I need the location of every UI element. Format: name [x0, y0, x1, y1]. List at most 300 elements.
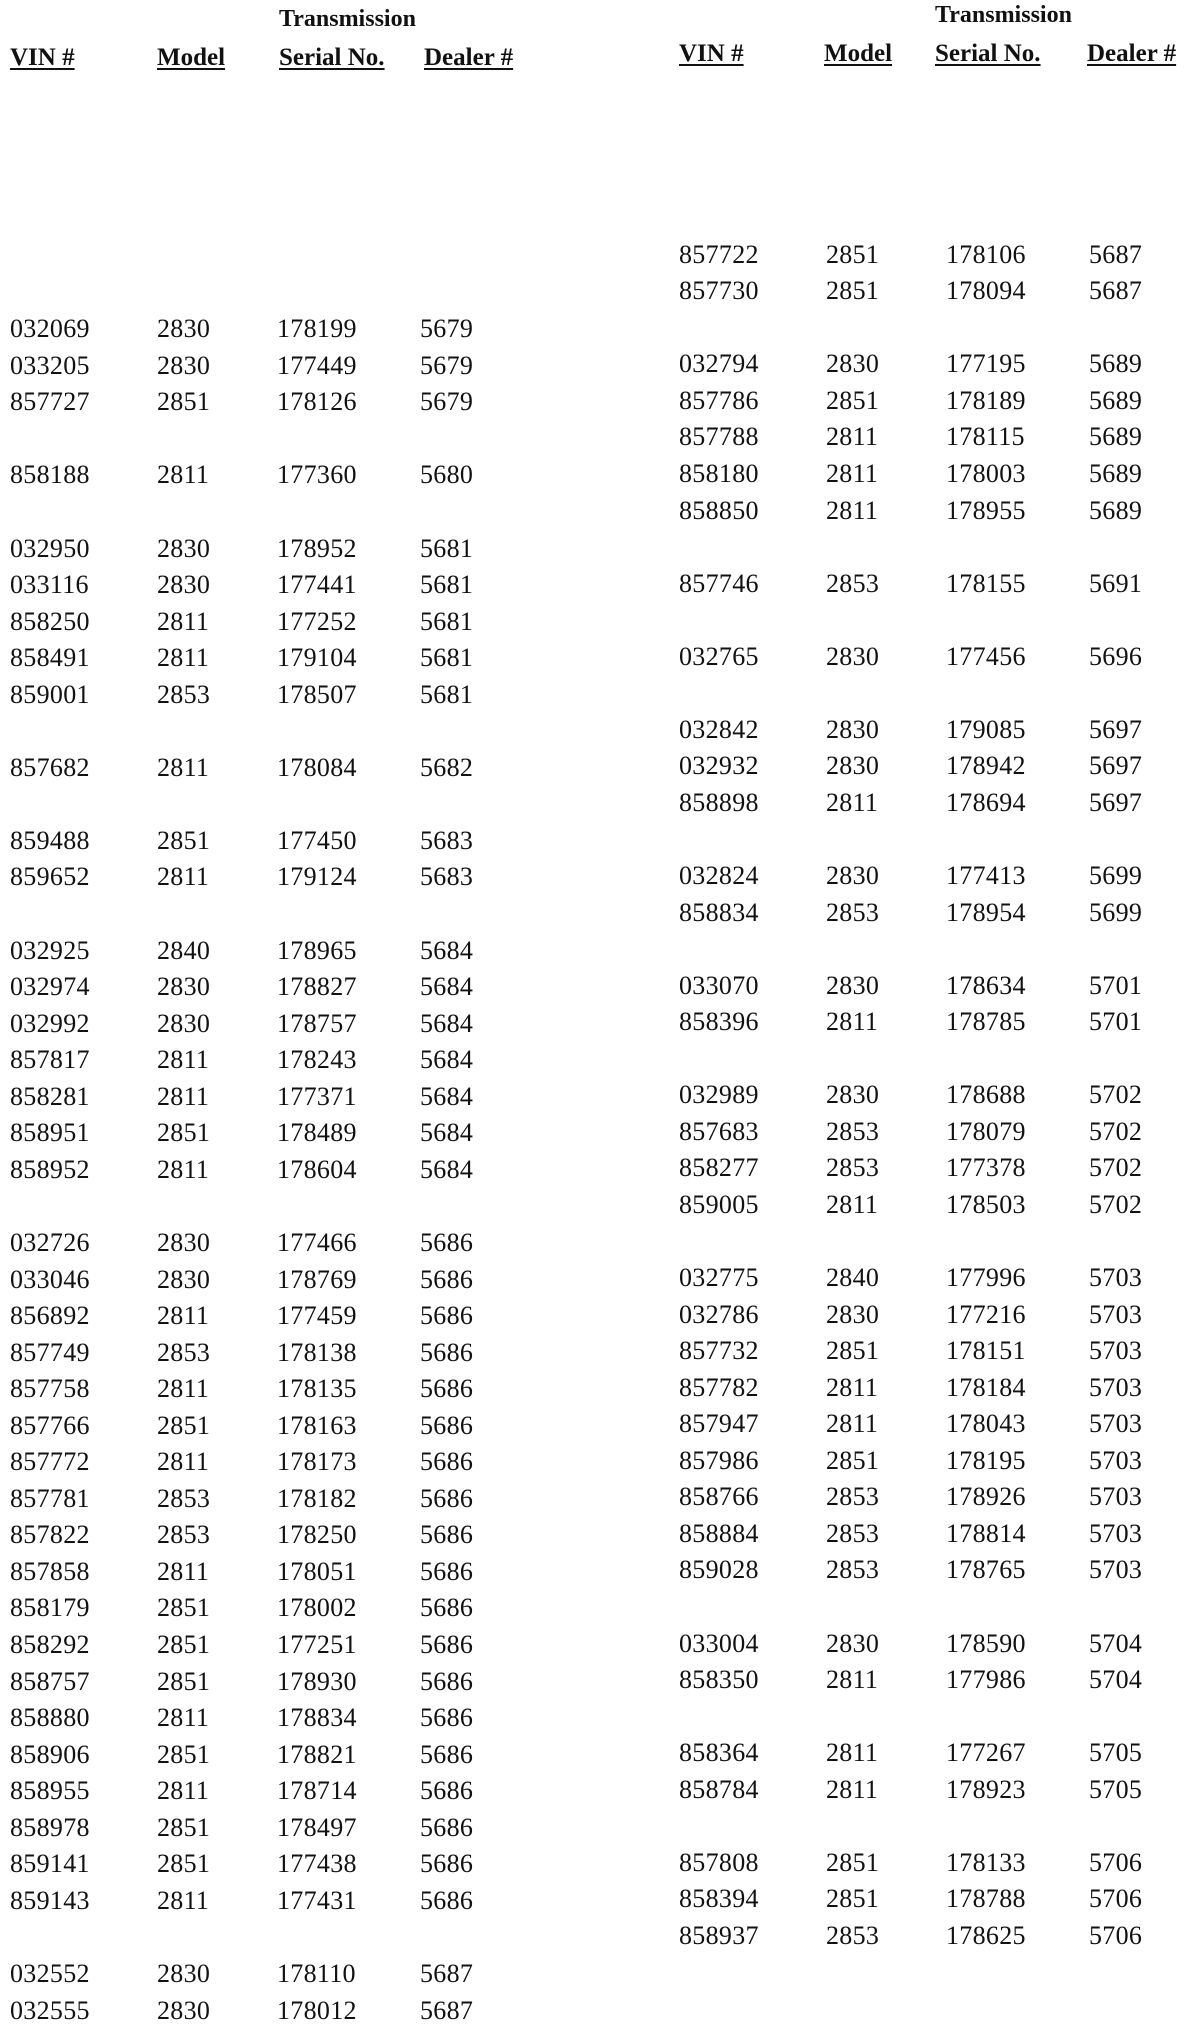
- model-cell: 2830: [826, 1628, 880, 1658]
- table-row: [679, 1629, 1199, 1665]
- table-row: [10, 1484, 530, 1520]
- serial-cell: 177431: [277, 1885, 357, 1915]
- vin-cell: 032069: [10, 314, 90, 344]
- table-row: [679, 349, 1199, 385]
- dealer-cell: 5702: [1089, 1080, 1143, 1110]
- table-row: [679, 1555, 1199, 1591]
- table-row: [10, 753, 530, 789]
- dealer-cell: 5686: [420, 1337, 474, 1367]
- vin-cell: 857786: [679, 385, 759, 415]
- serial-cell: 178151: [946, 1336, 1026, 1366]
- dealer-cell: 5681: [420, 570, 474, 600]
- table-row: [10, 1265, 530, 1301]
- vin-cell: 858784: [679, 1774, 759, 1804]
- model-cell: 2830: [826, 970, 880, 1000]
- model-cell: 2851: [157, 1118, 211, 1148]
- serial-cell: 179085: [946, 714, 1026, 744]
- serial-cell: 178003: [946, 458, 1026, 488]
- vin-cell: 857781: [10, 1483, 90, 1513]
- serial-cell: 178155: [946, 568, 1026, 598]
- dealer-cell: 5686: [420, 1410, 474, 1440]
- serial-cell: 177195: [946, 349, 1026, 379]
- vin-cell: 032786: [679, 1299, 759, 1329]
- right-transmission-header: Transmission: [935, 2, 1072, 28]
- vin-cell: 858292: [10, 1630, 90, 1659]
- serial-cell: 177216: [946, 1299, 1026, 1329]
- dealer-cell: 5702: [1089, 1189, 1143, 1219]
- vin-cell: 032765: [679, 641, 759, 671]
- model-cell: 2853: [826, 1153, 880, 1183]
- dealer-cell: 5684: [420, 1008, 474, 1038]
- serial-cell: 178785: [946, 1007, 1026, 1037]
- model-cell: 2830: [826, 641, 880, 671]
- table-row: [10, 1813, 530, 1849]
- vin-cell: 859141: [10, 1849, 90, 1879]
- serial-cell: 178002: [277, 1593, 357, 1623]
- serial-cell: 177441: [277, 570, 357, 600]
- serial-cell: 178923: [946, 1774, 1026, 1804]
- model-cell: 2811: [157, 752, 210, 782]
- serial-cell: 178955: [946, 495, 1026, 525]
- serial-cell: 178051: [277, 1556, 357, 1586]
- serial-cell: 178084: [277, 752, 357, 782]
- model-cell: 2853: [157, 1520, 211, 1550]
- model-cell: 2851: [157, 1666, 211, 1696]
- dealer-cell: 5699: [1089, 897, 1143, 927]
- vin-cell: 032992: [10, 1008, 90, 1038]
- dealer-cell: 5684: [420, 1081, 474, 1111]
- dealer-cell: 5679: [420, 314, 474, 344]
- serial-cell: 178688: [946, 1080, 1026, 1110]
- serial-cell: 178965: [277, 935, 357, 965]
- serial-cell: 178106: [946, 239, 1026, 269]
- vin-cell: 858350: [679, 1665, 759, 1695]
- serial-cell: 178126: [277, 387, 357, 417]
- table-row: [679, 1080, 1199, 1116]
- table-row: [679, 1446, 1199, 1482]
- model-cell: 2811: [826, 495, 879, 525]
- table-row: [10, 936, 530, 972]
- vin-cell: 859005: [679, 1189, 759, 1219]
- table-row: [679, 240, 1199, 276]
- dealer-cell: 5697: [1089, 787, 1143, 817]
- dealer-cell: 5705: [1089, 1774, 1143, 1804]
- model-cell: 2851: [826, 1445, 880, 1475]
- serial-cell: 177360: [277, 460, 357, 490]
- model-cell: 2851: [826, 1847, 880, 1877]
- table-row: [10, 1228, 530, 1264]
- serial-cell: 178195: [946, 1445, 1026, 1475]
- model-cell: 2811: [826, 1372, 879, 1402]
- vin-cell: 858898: [679, 787, 759, 817]
- table-row: [10, 387, 530, 423]
- table-row: [679, 1921, 1199, 1957]
- model-cell: 2811: [826, 458, 879, 488]
- dealer-cell: 5697: [1089, 714, 1143, 744]
- dealer-cell: 5703: [1089, 1445, 1143, 1475]
- model-cell: 2811: [157, 1447, 210, 1477]
- serial-cell: 177996: [946, 1263, 1026, 1293]
- dealer-cell: 5686: [420, 1301, 474, 1331]
- model-cell: 2830: [826, 1080, 880, 1110]
- vin-cell: 033116: [10, 570, 89, 600]
- dealer-cell: 5683: [420, 825, 474, 855]
- vin-cell: 857782: [679, 1372, 759, 1402]
- vin-cell: 857822: [10, 1520, 90, 1550]
- model-cell: 2853: [826, 568, 880, 598]
- vin-cell: 857683: [679, 1116, 759, 1146]
- serial-cell: 177450: [277, 825, 357, 855]
- serial-cell: 178834: [277, 1703, 357, 1733]
- vin-cell: 032555: [10, 1995, 90, 2025]
- vin-cell: 857788: [679, 422, 759, 452]
- dealer-cell: 5680: [420, 460, 474, 490]
- dealer-cell: 5689: [1089, 495, 1143, 525]
- vin-cell: 858978: [10, 1812, 90, 1842]
- serial-cell: 178926: [946, 1482, 1026, 1512]
- dealer-cell: 5706: [1089, 1920, 1143, 1950]
- table-row: [679, 1153, 1199, 1189]
- model-cell: 2830: [157, 1264, 211, 1294]
- dealer-cell: 5686: [420, 1630, 474, 1659]
- serial-cell: 178133: [946, 1847, 1026, 1877]
- dealer-cell: 5703: [1089, 1482, 1143, 1512]
- dealer-cell: 5703: [1089, 1518, 1143, 1548]
- model-cell: 2830: [157, 1008, 211, 1038]
- table-row: [10, 314, 530, 350]
- right-serial-header: Serial No.: [935, 40, 1041, 67]
- table-row: [10, 351, 530, 387]
- serial-cell: 178079: [946, 1116, 1026, 1146]
- dealer-cell: 5699: [1089, 861, 1143, 890]
- serial-cell: 177438: [277, 1849, 357, 1879]
- model-cell: 2830: [157, 1227, 211, 1257]
- vin-cell: 032726: [10, 1227, 90, 1257]
- model-cell: 2853: [157, 1483, 211, 1513]
- serial-cell: 179104: [277, 643, 357, 673]
- dealer-cell: 5686: [420, 1739, 474, 1769]
- table-row: [10, 826, 530, 862]
- vin-cell: 859488: [10, 825, 90, 855]
- serial-cell: 178115: [946, 422, 1025, 452]
- table-row: [10, 460, 530, 496]
- model-cell: 2840: [157, 935, 211, 965]
- dealer-cell: 5684: [420, 1118, 474, 1148]
- model-cell: 2853: [157, 1337, 211, 1367]
- table-row: [10, 1557, 530, 1593]
- right-vin-header: VIN #: [679, 40, 744, 67]
- serial-cell: 177251: [277, 1630, 357, 1659]
- serial-cell: 178199: [277, 314, 357, 344]
- table-row: [10, 1703, 530, 1739]
- vin-cell: 032824: [679, 861, 759, 890]
- dealer-cell: 5686: [420, 1227, 474, 1257]
- serial-cell: 178184: [946, 1372, 1026, 1402]
- model-cell: 2830: [157, 533, 211, 563]
- model-cell: 2851: [826, 239, 880, 269]
- dealer-cell: 5684: [420, 935, 474, 965]
- model-cell: 2830: [157, 1995, 211, 2025]
- dealer-cell: 5686: [420, 1812, 474, 1842]
- table-row: [679, 642, 1199, 678]
- table-row: [679, 496, 1199, 532]
- table-row: [679, 1117, 1199, 1153]
- dealer-cell: 5701: [1089, 970, 1143, 1000]
- dealer-cell: 5682: [420, 752, 474, 782]
- table-row: [10, 862, 530, 898]
- table-row: [10, 1155, 530, 1191]
- dealer-cell: 5697: [1089, 751, 1143, 781]
- table-row: [10, 607, 530, 643]
- vin-cell: 858277: [679, 1153, 759, 1183]
- model-cell: 2811: [157, 1374, 210, 1404]
- table-row: [679, 751, 1199, 787]
- table-row: [679, 386, 1199, 422]
- model-cell: 2811: [157, 1301, 210, 1331]
- serial-cell: 178788: [946, 1884, 1026, 1914]
- model-cell: 2830: [826, 751, 880, 781]
- table-row: [10, 1338, 530, 1374]
- model-cell: 2811: [826, 787, 879, 817]
- vin-cell: 032552: [10, 1958, 90, 1988]
- serial-cell: 178189: [946, 385, 1026, 415]
- serial-cell: 178173: [277, 1447, 357, 1477]
- table-row: [679, 1007, 1199, 1043]
- table-row: [679, 1190, 1199, 1226]
- model-cell: 2811: [157, 643, 210, 673]
- model-cell: 2811: [826, 1189, 879, 1219]
- vin-cell: 858955: [10, 1776, 90, 1806]
- table-row: [679, 1263, 1199, 1299]
- vin-cell: 857749: [10, 1337, 90, 1367]
- serial-cell: 178634: [946, 970, 1026, 1000]
- model-cell: 2811: [157, 862, 210, 892]
- model-cell: 2853: [826, 1116, 880, 1146]
- serial-cell: 178814: [946, 1518, 1026, 1548]
- dealer-cell: 5686: [420, 1483, 474, 1513]
- vin-cell: 858394: [679, 1884, 759, 1914]
- table-row: [679, 422, 1199, 458]
- table-row: [10, 1374, 530, 1410]
- table-row: [679, 1775, 1199, 1811]
- model-cell: 2851: [157, 387, 211, 417]
- serial-cell: 179124: [277, 862, 357, 892]
- vin-cell: 858884: [679, 1518, 759, 1548]
- model-cell: 2830: [826, 349, 880, 379]
- vin-cell: 857808: [679, 1847, 759, 1877]
- serial-cell: 178954: [946, 897, 1026, 927]
- serial-cell: 178590: [946, 1628, 1026, 1658]
- vin-cell: 858396: [679, 1007, 759, 1037]
- table-row: [10, 1996, 530, 2032]
- serial-cell: 178625: [946, 1920, 1026, 1950]
- model-cell: 2830: [826, 861, 880, 890]
- model-cell: 2853: [826, 1555, 880, 1585]
- dealer-cell: 5687: [1089, 239, 1143, 269]
- model-cell: 2830: [157, 350, 211, 380]
- model-cell: 2851: [826, 1884, 880, 1914]
- vin-cell: 858951: [10, 1118, 90, 1148]
- dealer-cell: 5703: [1089, 1409, 1143, 1439]
- right-model-header: Model: [824, 40, 893, 67]
- dealer-cell: 5703: [1089, 1299, 1143, 1329]
- vin-cell: 858906: [10, 1739, 90, 1769]
- dealer-cell: 5687: [420, 1958, 474, 1988]
- dealer-cell: 5686: [420, 1556, 474, 1586]
- dealer-cell: 5691: [1089, 568, 1143, 598]
- dealer-cell: 5689: [1089, 458, 1143, 488]
- serial-cell: 178012: [277, 1995, 357, 2025]
- model-cell: 2851: [826, 276, 880, 306]
- model-cell: 2811: [157, 1154, 210, 1184]
- serial-cell: 177459: [277, 1301, 357, 1331]
- dealer-cell: 5686: [420, 1264, 474, 1294]
- table-row: [679, 971, 1199, 1007]
- table-row: [10, 1667, 530, 1703]
- model-cell: 2830: [826, 1299, 880, 1329]
- table-row: [679, 1336, 1199, 1372]
- dealer-cell: 5687: [420, 1995, 474, 2025]
- table-row: [10, 1411, 530, 1447]
- vin-cell: 032842: [679, 714, 759, 744]
- table-row: [10, 1776, 530, 1812]
- serial-cell: 178135: [277, 1374, 357, 1404]
- dealer-cell: 5689: [1089, 385, 1143, 415]
- dealer-cell: 5704: [1089, 1665, 1143, 1695]
- model-cell: 2811: [826, 1665, 879, 1695]
- dealer-cell: 5703: [1089, 1555, 1143, 1585]
- table-row: [679, 1373, 1199, 1409]
- model-cell: 2851: [157, 1739, 211, 1769]
- vin-cell: 858180: [679, 458, 759, 488]
- model-cell: 2830: [157, 1958, 211, 1988]
- vin-cell: 858250: [10, 606, 90, 636]
- serial-cell: 177252: [277, 606, 357, 636]
- serial-cell: 178827: [277, 972, 357, 1002]
- dealer-cell: 5686: [420, 1374, 474, 1404]
- model-cell: 2851: [157, 1593, 211, 1623]
- vin-cell: 857947: [679, 1409, 759, 1439]
- dealer-cell: 5681: [420, 606, 474, 636]
- model-cell: 2851: [157, 1849, 211, 1879]
- serial-cell: 177456: [946, 641, 1026, 671]
- serial-cell: 178503: [946, 1189, 1026, 1219]
- dealer-cell: 5681: [420, 643, 474, 673]
- serial-cell: 178497: [277, 1812, 357, 1842]
- model-cell: 2811: [826, 422, 879, 452]
- model-cell: 2830: [826, 714, 880, 744]
- table-row: [679, 715, 1199, 751]
- dealer-cell: 5684: [420, 1045, 474, 1075]
- model-cell: 2811: [826, 1007, 879, 1037]
- vin-cell: 858179: [10, 1593, 90, 1623]
- table-row: [10, 1447, 530, 1483]
- vin-cell: 858766: [679, 1482, 759, 1512]
- model-cell: 2830: [157, 972, 211, 1002]
- table-row: [679, 1300, 1199, 1336]
- vin-cell: 032989: [679, 1080, 759, 1110]
- table-row: [10, 1630, 530, 1666]
- serial-cell: 177378: [946, 1153, 1026, 1183]
- serial-cell: 177466: [277, 1227, 357, 1257]
- vin-cell: 857682: [10, 752, 90, 782]
- serial-cell: 178765: [946, 1555, 1026, 1585]
- serial-cell: 178094: [946, 276, 1026, 306]
- table-row: [679, 276, 1199, 312]
- vin-cell: 858850: [679, 495, 759, 525]
- table-row: [679, 1738, 1199, 1774]
- serial-cell: 178604: [277, 1154, 357, 1184]
- model-cell: 2811: [157, 606, 210, 636]
- dealer-cell: 5686: [420, 1666, 474, 1696]
- serial-cell: 178821: [277, 1739, 357, 1769]
- vin-cell: 858491: [10, 643, 90, 673]
- table-row: [10, 1740, 530, 1776]
- vin-cell: 033004: [679, 1628, 759, 1658]
- serial-cell: 178182: [277, 1483, 357, 1513]
- vin-cell: 857817: [10, 1045, 90, 1075]
- vin-cell: 033070: [679, 970, 759, 1000]
- model-cell: 2851: [826, 1336, 880, 1366]
- dealer-cell: 5702: [1089, 1116, 1143, 1146]
- vin-cell: 858364: [679, 1738, 759, 1768]
- dealer-cell: 5684: [420, 972, 474, 1002]
- vin-cell: 857766: [10, 1410, 90, 1440]
- table-row: [10, 1301, 530, 1337]
- vin-cell: 033046: [10, 1264, 90, 1294]
- table-row: [679, 1665, 1199, 1701]
- model-cell: 2811: [157, 1081, 210, 1111]
- model-cell: 2853: [157, 679, 211, 709]
- dealer-cell: 5701: [1089, 1007, 1143, 1037]
- dealer-cell: 5686: [420, 1520, 474, 1550]
- dealer-cell: 5704: [1089, 1628, 1143, 1658]
- table-row: [10, 1959, 530, 1995]
- model-cell: 2811: [157, 1776, 210, 1806]
- model-cell: 2851: [826, 385, 880, 415]
- dealer-cell: 5679: [420, 350, 474, 380]
- serial-cell: 178250: [277, 1520, 357, 1550]
- model-cell: 2851: [157, 1630, 211, 1659]
- vin-cell: 858188: [10, 460, 90, 490]
- table-row: [679, 1482, 1199, 1518]
- model-cell: 2853: [826, 1482, 880, 1512]
- vin-cell: 859143: [10, 1885, 90, 1915]
- model-cell: 2851: [157, 825, 211, 855]
- vin-cell: 033205: [10, 350, 90, 380]
- dealer-cell: 5696: [1089, 641, 1143, 671]
- serial-cell: 178942: [946, 751, 1026, 781]
- dealer-cell: 5689: [1089, 349, 1143, 379]
- dealer-cell: 5705: [1089, 1738, 1143, 1768]
- dealer-cell: 5689: [1089, 422, 1143, 452]
- dealer-cell: 5706: [1089, 1847, 1143, 1877]
- vin-cell: 859001: [10, 679, 90, 709]
- model-cell: 2811: [157, 1885, 210, 1915]
- serial-cell: 178507: [277, 679, 357, 709]
- table-row: [679, 569, 1199, 605]
- model-cell: 2851: [157, 1812, 211, 1842]
- serial-cell: 178952: [277, 533, 357, 563]
- serial-cell: 178714: [277, 1776, 357, 1806]
- vin-cell: 857858: [10, 1556, 90, 1586]
- model-cell: 2811: [157, 1045, 210, 1075]
- model-cell: 2830: [157, 570, 211, 600]
- vin-cell: 856892: [10, 1301, 90, 1331]
- serial-cell: 178489: [277, 1118, 357, 1148]
- vin-cell: 032794: [679, 349, 759, 379]
- vin-cell: 858281: [10, 1081, 90, 1111]
